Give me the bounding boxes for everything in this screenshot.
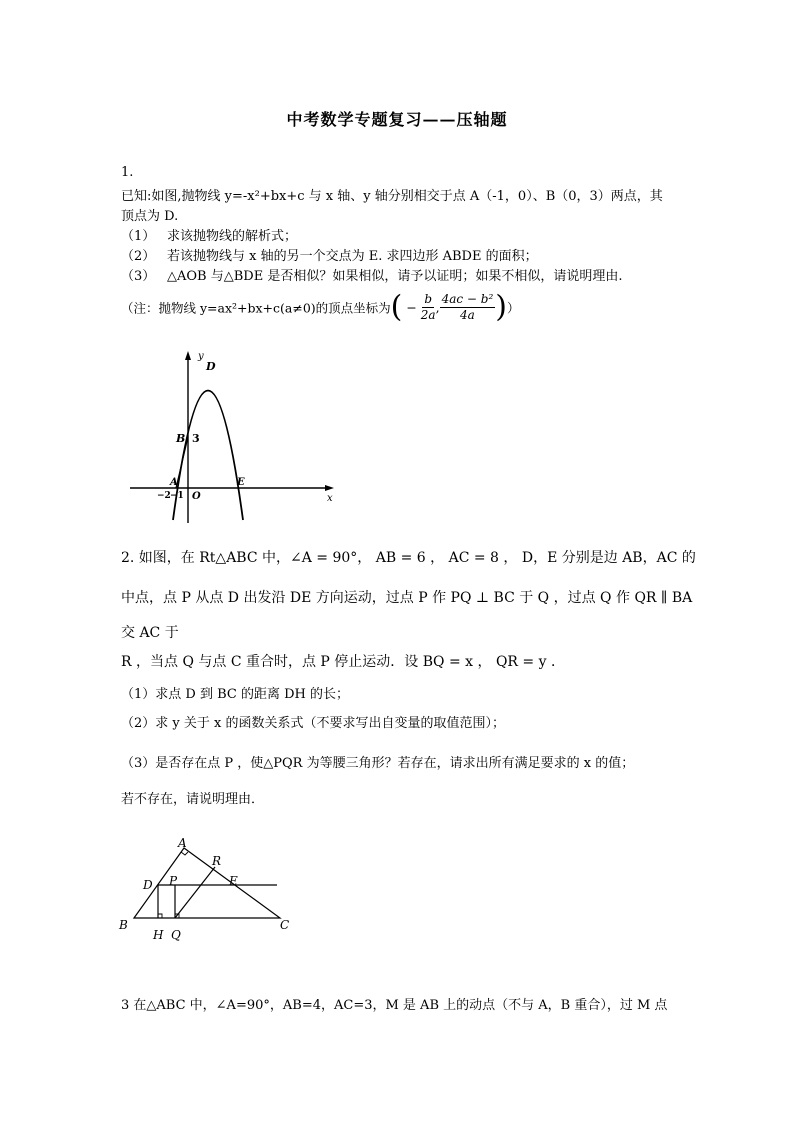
y-axis-arrow-icon: [185, 351, 191, 360]
q1-item-2-label: （2）: [121, 249, 156, 264]
label-a2: A: [178, 836, 187, 850]
q1-note-prefix: （注：抛物线 y=ax²+bx+c(a≠0)的顶点坐标为: [121, 300, 391, 316]
frac2-num: 4ac − b²: [441, 292, 494, 306]
right-angle-mark-a: [181, 852, 188, 855]
label-b2: B: [119, 918, 128, 932]
frac2-den: 4a: [460, 308, 475, 322]
label-e2: E: [229, 874, 238, 888]
q1-stem-line1: 已知:如图,抛物线 y=-x²+bx+c 与 x 轴、y 轴分别相交于点 A（-1，0）、B（0，3）两点，其: [121, 189, 663, 204]
label-b: B: [176, 432, 186, 445]
vertex-x-fraction: [421, 292, 436, 323]
q1-item-3: [121, 265, 622, 284]
frac1-num: b: [424, 292, 433, 306]
label-a: A: [170, 477, 178, 488]
q1-item-1: [121, 225, 297, 244]
minus-sign: −: [402, 300, 421, 315]
label-neg1: −1: [170, 491, 184, 501]
frac1-den: 2a: [420, 308, 436, 322]
label-r: R: [212, 854, 222, 868]
q1-item-2: [121, 245, 538, 264]
q1-item-1-text: 求该抛物线的解析式；: [167, 229, 298, 244]
label-h: H: [153, 928, 164, 942]
label-3: 3: [192, 432, 200, 445]
segment-qr: [175, 867, 215, 918]
q1-item-3-label: （3）: [121, 269, 156, 284]
label-o: O: [192, 491, 201, 502]
label-c: C: [280, 918, 290, 932]
q1-item-1-label: （1）: [121, 229, 156, 244]
label-d: D: [206, 360, 216, 373]
q2-sub2: （2）求 y 关于 x 的函数关系式（不要求写出自变量的取值范围）；: [121, 716, 505, 731]
label-e: E: [237, 477, 245, 488]
label-d2: D: [143, 878, 153, 892]
q1-stem-line2: 顶点为 D.: [121, 209, 179, 224]
comma: ,: [435, 300, 440, 315]
q1-item-3-text: △AOB 与△BDE 是否相似？如果相似，请予以证明；如果不相似，请说明理由.: [167, 269, 623, 284]
q3-line1: 3 在△ABC 中，∠A=90°，AB=4，AC=3，M 是 AB 上的动点（不与 A，B 重合），过 M 点: [121, 998, 668, 1013]
label-p: P: [169, 874, 178, 888]
q1-note: [121, 289, 520, 325]
q2-line2: 中点，点 P 从点 D 出发沿 DE 方向运动，过点 P 作 PQ ⊥ BC 于 Q ，过点 Q 作 QR ∥ BA: [121, 590, 693, 606]
q1-number: 1.: [121, 165, 134, 180]
q2-line3: 交 AC 于: [121, 625, 179, 641]
label-neg2: −2: [157, 491, 171, 501]
label-q: Q: [171, 928, 181, 942]
q2-sub3-line2: 若不存在，请说明理由．: [121, 792, 265, 807]
label-y: y: [198, 351, 204, 362]
q1-note-suffix: ）: [506, 300, 520, 316]
left-paren: (: [390, 289, 403, 325]
page-title: 中考数学专题复习——压轴题: [286, 110, 508, 129]
q2-line1: 2. 如图，在 Rt△ABC 中，∠A = 90°， AB = 6 ， AC = 8 ， D，E 分别是边 AB，AC 的: [121, 550, 696, 566]
q1-item-2-text: 若该抛物线与 x 轴的另一个交点为 E. 求四边形 ABDE 的面积；: [167, 249, 538, 264]
q2-sub1: （1）求点 D 到 BC 的距离 DH 的长；: [121, 687, 349, 702]
q2-sub3-line1: （3）是否存在点 P ，使△PQR 为等腰三角形？若存在，请求出所有满足要求的 x 的值；: [121, 756, 635, 771]
triangle-figure: [112, 835, 302, 945]
label-x: x: [327, 493, 333, 504]
q2-line4: R ，当点 Q 与点 C 重合时，点 P 停止运动．设 BQ = x ， QR = y ．: [121, 654, 565, 670]
triangle-abc: [134, 848, 280, 918]
x-axis-arrow-icon: [325, 485, 334, 491]
vertex-y-fraction: [440, 292, 496, 323]
parabola-figure: [120, 345, 350, 530]
right-paren: ): [495, 289, 507, 325]
